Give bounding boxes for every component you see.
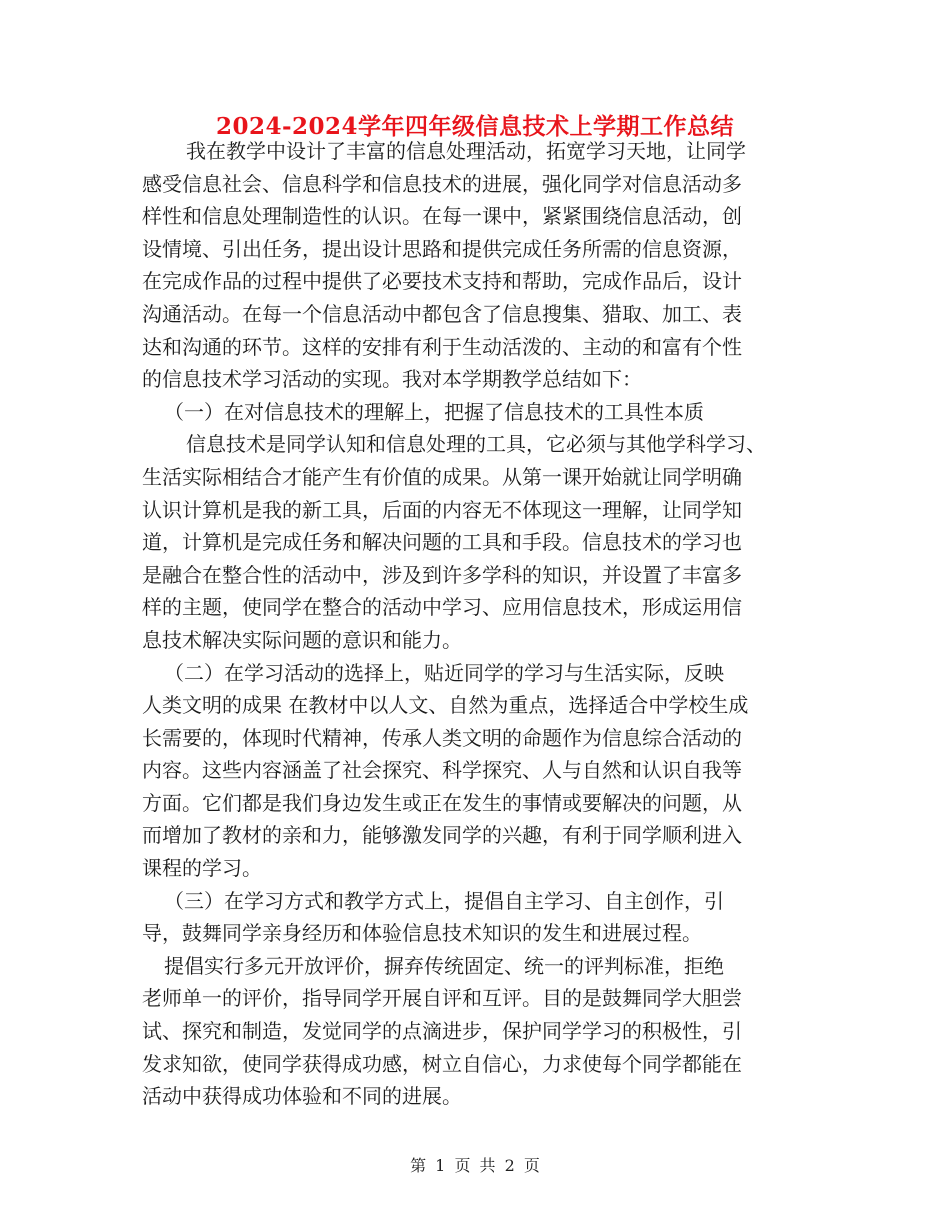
paragraph-line: 认识计算机是我的新工具，后面的内容无不体现这一理解，让同学知 bbox=[142, 497, 742, 522]
paragraph-line: 息技术解决实际问题的意识和能力。 bbox=[142, 627, 462, 652]
paragraph-line: 样性和信息处理制造性的认识。在每一课中，紧紧围绕信息活动，创 bbox=[142, 204, 742, 229]
paragraph-line: 提倡实行多元开放评价，摒弃传统固定、统一的评判标准，拒绝 bbox=[164, 953, 724, 978]
paragraph-line: 人类文明的成果 在教材中以人文、自然为重点，选择适合中学校生成 bbox=[142, 693, 749, 718]
paragraph-line: 发求知欲，使同学获得成功感，树立自信心，力求使每个同学都能在 bbox=[142, 1051, 742, 1076]
document-title: 2024-2024学年四年级信息技术上学期工作总结 bbox=[215, 113, 735, 140]
paragraph-line: 长需要的，体现时代精神，传承人类文明的命题作为信息综合活动的 bbox=[142, 725, 742, 750]
paragraph-line: 沟通活动。在每一个信息活动中都包含了信息搜集、猎取、加工、表 bbox=[142, 301, 742, 326]
paragraph-line: 道，计算机是完成任务和解决问题的工具和手段。信息技术的学习也 bbox=[142, 530, 742, 555]
paragraph-line: 内容。这些内容涵盖了社会探究、科学探究、人与自然和认识自我等 bbox=[142, 758, 742, 783]
paragraph-line: 是融合在整合性的活动中，涉及到许多学科的知识，并设置了丰富多 bbox=[142, 562, 742, 587]
section-heading: （二）在学习活动的选择上，贴近同学的学习与生活实际，反映 bbox=[164, 660, 724, 685]
paragraph-line: 课程的学习。 bbox=[142, 856, 262, 881]
paragraph-line: 导，鼓舞同学亲身经历和体验信息技术知识的发生和进展过程。 bbox=[142, 921, 702, 946]
paragraph-line: 达和沟通的环节。这样的安排有利于生动活泼的、主动的和富有个性 bbox=[142, 334, 742, 359]
paragraph-line: 我在教学中设计了丰富的信息处理活动，拓宽学习天地，让同学 bbox=[186, 139, 746, 163]
paragraph-line: 活动中获得成功体验和不同的进展。 bbox=[142, 1084, 462, 1109]
paragraph-line: 而增加了教材的亲和力，能够激发同学的兴趣，有利于同学顺利进入 bbox=[142, 823, 742, 848]
paragraph-line: 生活实际相结合才能产生有价值的成果。从第一课开始就让同学明确 bbox=[142, 464, 742, 489]
paragraph-line: 的信息技术学习活动的实现。我对本学期教学总结如下： bbox=[142, 367, 642, 392]
paragraph-line: 信息技术是同学认知和信息处理的工具，它必须与其他学科学习、 bbox=[186, 432, 766, 457]
page-footer: 第 1 页 共 2 页 bbox=[410, 1156, 540, 1175]
document-body bbox=[142, 135, 812, 1113]
paragraph-line: 老师单一的评价，指导同学开展自评和互评。目的是鼓舞同学大胆尝 bbox=[142, 986, 742, 1011]
paragraph-line: 试、探究和制造，发觉同学的点滴进步，保护同学学习的积极性，引 bbox=[142, 1019, 742, 1044]
paragraph-line: 设情境、引出任务，提出设计思路和提供完成任务所需的信息资源， bbox=[142, 236, 742, 261]
paragraph-line: 在完成作品的过程中提供了必要技术支持和帮助，完成作品后，设计 bbox=[142, 269, 742, 294]
paragraph-line: 样的主题，使同学在整合的活动中学习、应用信息技术，形成运用信 bbox=[142, 595, 742, 620]
paragraph-line: 方面。它们都是我们身边发生或正在发生的事情或要解决的问题，从 bbox=[142, 790, 742, 815]
section-heading: （一）在对信息技术的理解上，把握了信息技术的工具性本质 bbox=[164, 399, 704, 424]
section-heading: （三）在学习方式和教学方式上，提倡自主学习、自主创作，引 bbox=[164, 888, 724, 913]
paragraph-line: 感受信息社会、信息科学和信息技术的进展，强化同学对信息活动多 bbox=[142, 171, 742, 196]
